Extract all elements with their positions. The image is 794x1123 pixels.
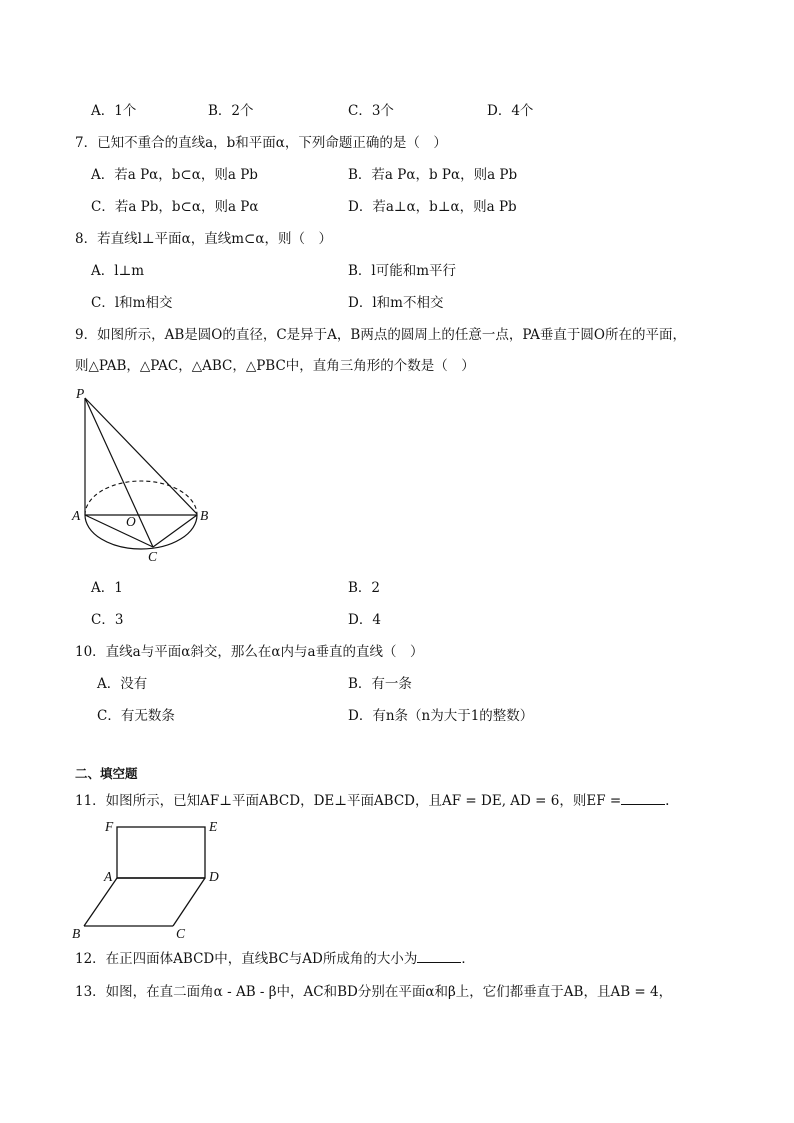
q9-cone-figure [68, 384, 228, 566]
q7-option-b: B．若a Pα，b Pα，则a Pb [348, 167, 518, 183]
q11-label-d: D [209, 869, 219, 884]
q12-stem: 12．在正四面体ABCD中，直线BC与AD所成角的大小为 [75, 951, 418, 967]
q10-option-c: C．有无数条 [97, 708, 175, 724]
q12-stem-line [75, 950, 475, 968]
q11-figure [70, 814, 230, 944]
q7-option-d: D．若a⊥α，b⊥α，则a Pb [348, 199, 517, 215]
q9-stem-line2: 则△PAB，△PAC，△ABC，△PBC中，直角三角形的个数是（ ） [75, 358, 475, 374]
q6-option-d: D．4个 [487, 103, 534, 119]
q9-label-b: B [200, 508, 209, 523]
q11-label-f: F [105, 819, 114, 834]
q11-tail: . [665, 793, 670, 809]
q8-option-c: C．l和m相交 [91, 295, 173, 311]
q11-label-c: C [176, 926, 186, 941]
q11-stem: 11．如图所示，已知AF⊥平面ABCD，DE⊥平面ABCD，且AF = DE, AD = 6，则EF = [75, 793, 622, 809]
q8-option-b: B．l可能和m平行 [348, 263, 457, 279]
q11-label-e: E [209, 819, 218, 834]
q9-label-o: O [126, 514, 136, 529]
q9-stem-line1: 9．如图所示，AB是圆O的直径，C是异于A，B两点的圆周上的任意一点，PA垂直于圆O所在的平面， [75, 327, 686, 343]
q9-label-c: C [148, 549, 158, 564]
q9-label-p: P [76, 386, 85, 401]
q9-option-b: B．2 [348, 580, 381, 596]
q11-label-b: B [72, 926, 81, 941]
q6-option-b: B．2个 [208, 103, 254, 119]
q8-option-a: A．l⊥m [91, 263, 145, 279]
q10-option-b: B．有一条 [348, 676, 412, 692]
q7-stem: 7．已知不重合的直线a，b和平面α，下列命题正确的是（ ） [75, 135, 447, 151]
q9-option-a: A．1 [91, 580, 123, 596]
q10-option-d: D．有n条（n为大于1的整数） [348, 708, 534, 724]
q11-label-a: A [104, 869, 113, 884]
q12-answer-blank[interactable] [417, 950, 461, 963]
q6-option-c: C．3个 [348, 103, 394, 119]
q11-stem-line [75, 792, 669, 810]
q13-stem: 13．如图，在直二面角α - AB - β中，AC和BD分别在平面α和β上，它们都垂直于AB，且AB = 4， [75, 984, 673, 1000]
q10-stem: 10．直线a与平面α斜交，那么在α内与a垂直的直线（ ） [75, 644, 424, 660]
q11-answer-blank[interactable] [621, 792, 665, 805]
q8-option-d: D．l和m不相交 [348, 295, 444, 311]
q9-label-a: A [72, 508, 81, 523]
q12-tail: ． [461, 951, 475, 967]
q7-option-c: C．若a Pb，b⊂α，则a Pα [91, 199, 259, 215]
section-title: 二、填空题 [75, 766, 138, 781]
q8-stem: 8．若直线l⊥平面α，直线m⊂α，则（ ） [75, 231, 332, 247]
q9-option-c: C．3 [91, 612, 124, 628]
q9-option-d: D．4 [348, 612, 381, 628]
q6-option-a: A．1个 [91, 103, 137, 119]
q10-option-a: A．没有 [97, 676, 148, 692]
q7-option-a: A．若a Pα，b⊂α，则a Pb [91, 167, 258, 183]
